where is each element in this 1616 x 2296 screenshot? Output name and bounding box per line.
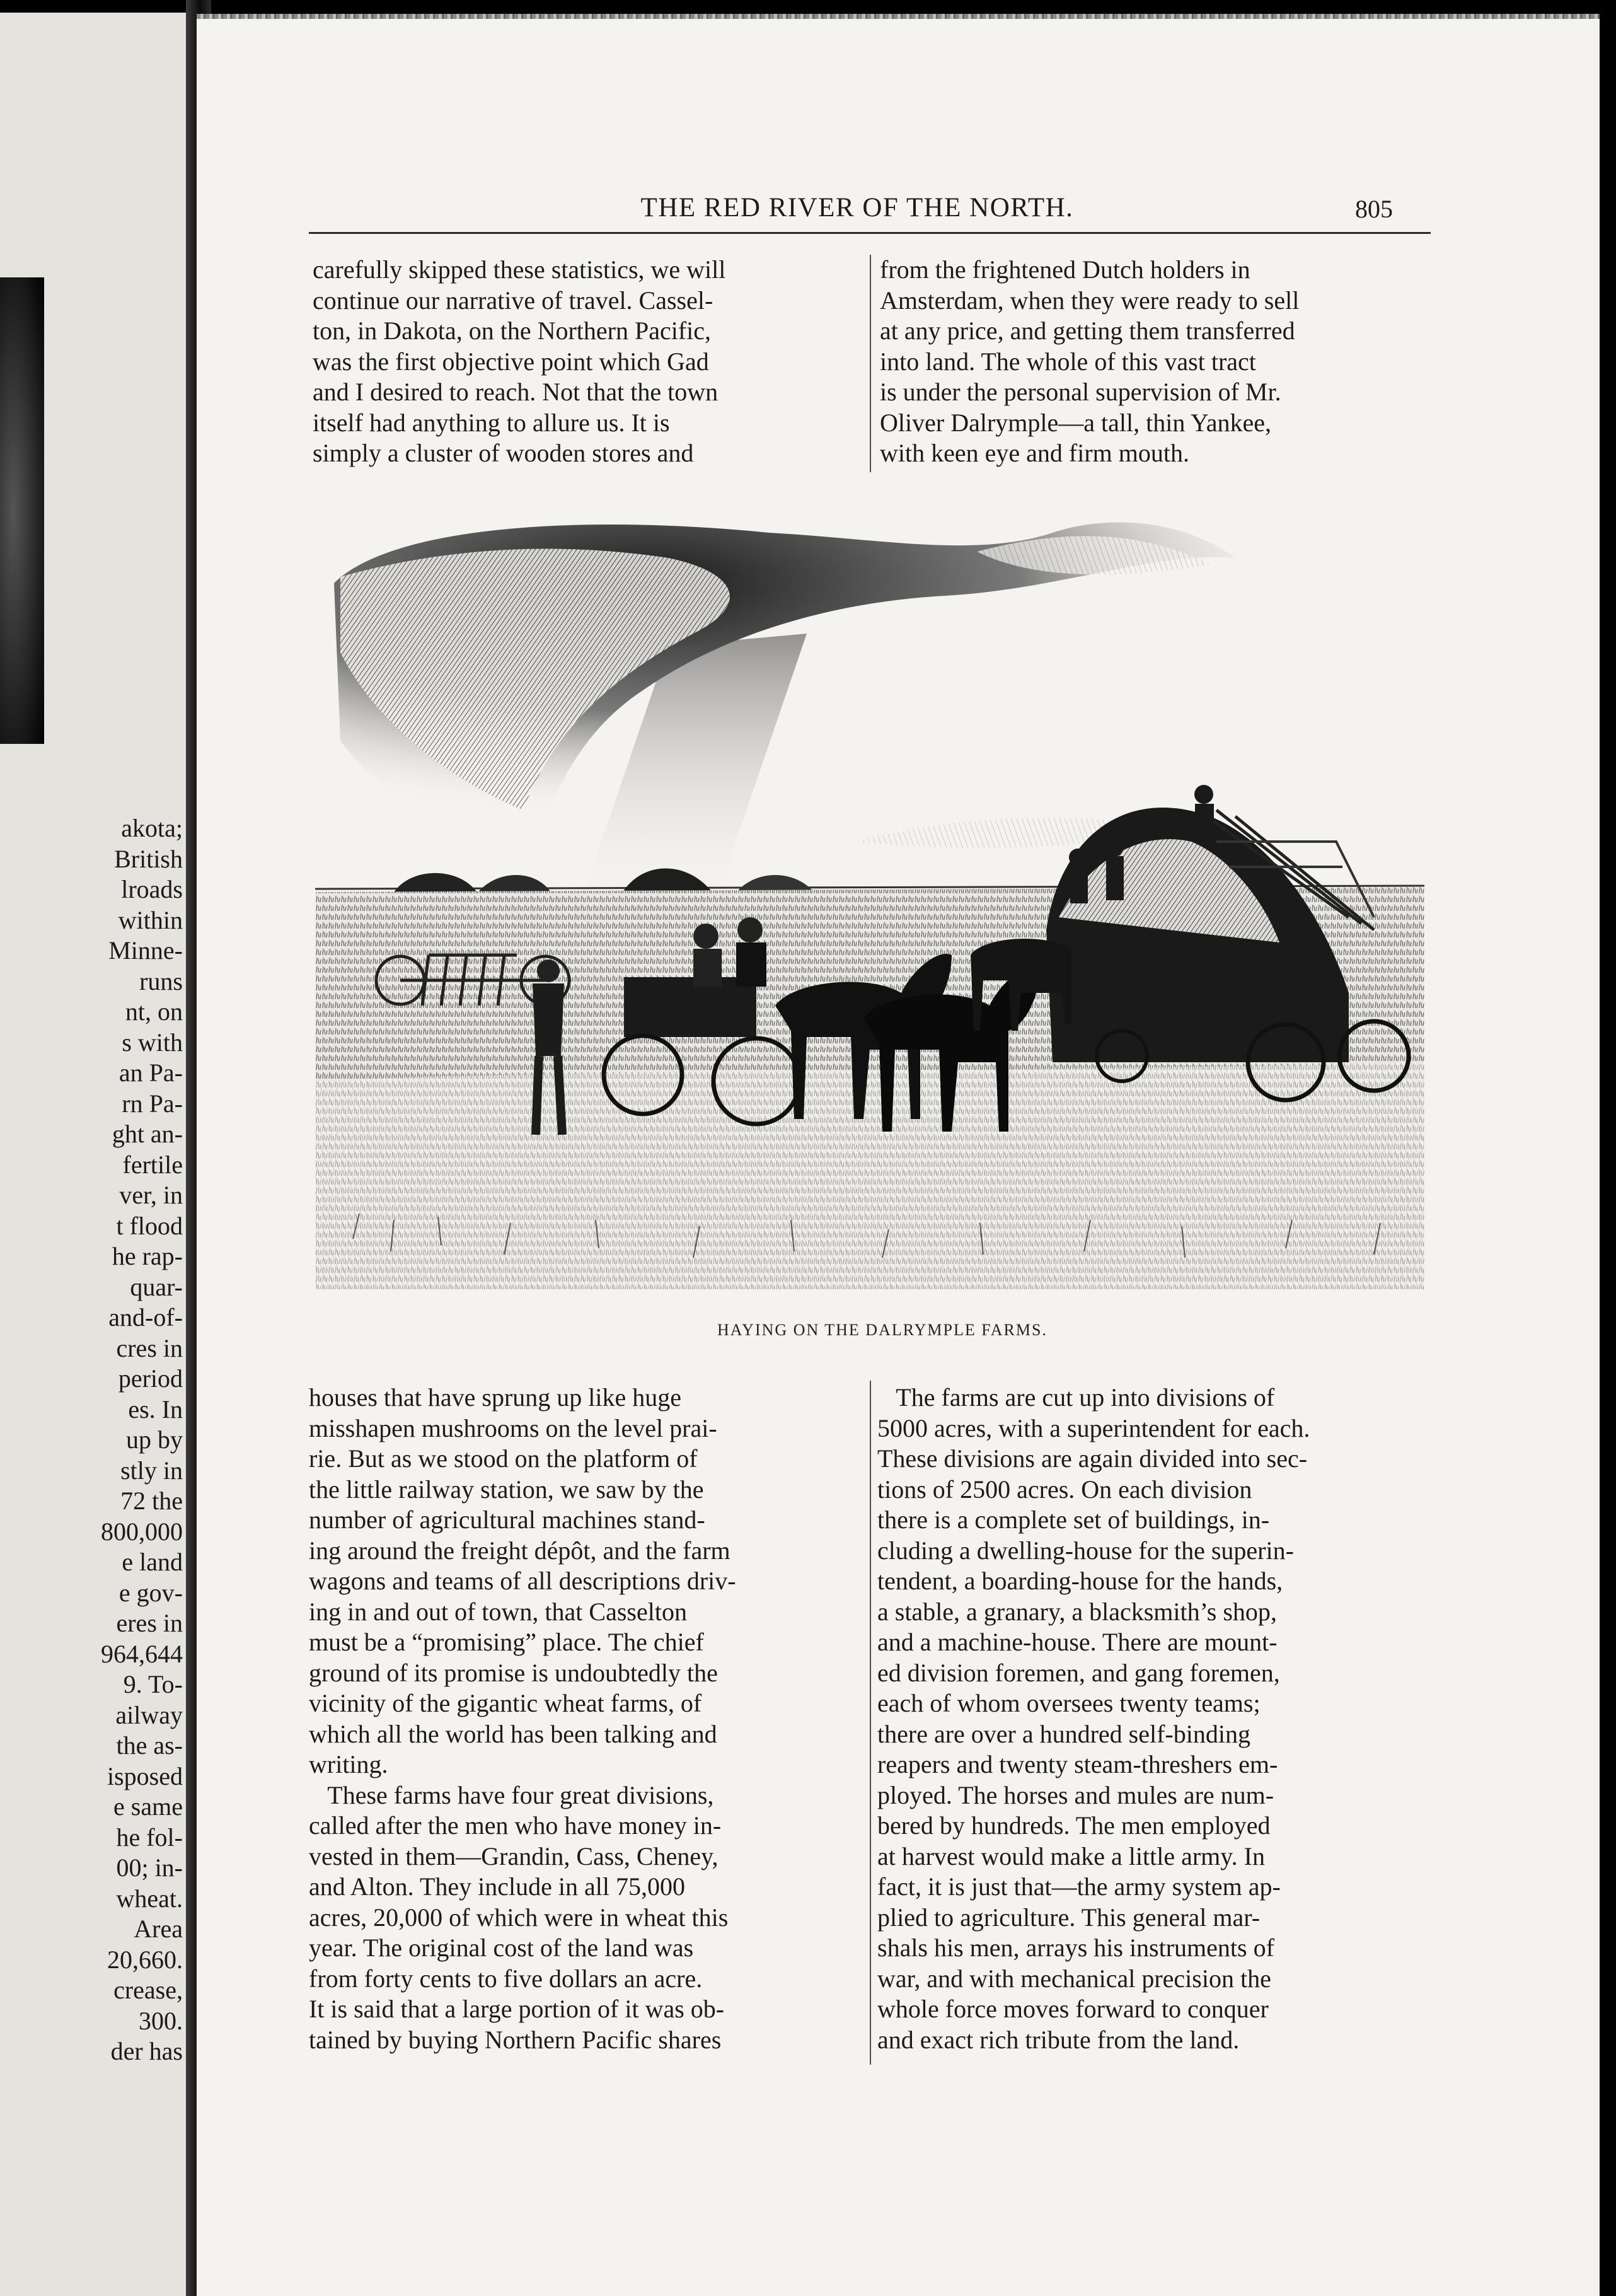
text-line: is under the personal supervision of Mr. [880,378,1281,406]
previous-page-text-line: and-of- [108,1303,183,1331]
text-line: called after the men who have money in- [309,1811,722,1840]
text-line: year. The original cost of the land was [309,1934,694,1962]
text-line: at harvest would make a little army. In [877,1841,1265,1870]
previous-page-text-line: eres in [116,1609,183,1637]
previous-page-illustration-fragment [0,277,44,744]
bottom-right-column [877,1383,1426,2055]
text-line: which all the world has been talking and [309,1719,717,1748]
text-line: cluding a dwelling-house for the superin- [877,1536,1294,1565]
previous-page-text-line: lroads [121,875,183,903]
text-line: simply a cluster of wooden stores and [313,439,694,467]
text-line: must be a “promising” place. The chief [309,1628,704,1656]
text-line: writing. [309,1750,388,1778]
text-line: The farms are cut up into divisions of [877,1383,1275,1412]
text-line: from forty cents to five dollars an acre. [309,1964,703,1993]
text-line: vicinity of the gigantic wheat farms, of [309,1689,702,1717]
previous-page-text-line: stly in [120,1456,183,1485]
text-line: wagons and teams of all descriptions driv- [309,1567,736,1595]
previous-page-text-line: es. In [128,1394,183,1423]
bottom-left-column [309,1383,857,2055]
previous-page-text-line: der has [110,2037,183,2065]
top-left-column [313,255,861,469]
previous-page-text-line: rn Pa- [122,1089,183,1118]
previous-page-text-line: 800,000 [101,1517,183,1546]
text-line: misshapen mushrooms on the level prai- [309,1413,717,1442]
text-line: tions of 2500 acres. On each division [877,1475,1252,1504]
previous-page-text-line: crease, [113,1976,183,2004]
text-line: It is said that a large portion of it was ob- [309,1995,725,2023]
text-line: ed division foremen, and gang foremen, [877,1658,1280,1687]
text-line: reapers and twenty steam-threshers em- [877,1750,1278,1778]
text-line: These divisions are again divided into sec- [877,1444,1308,1473]
previous-page-text-line: fertile [122,1150,183,1179]
text-line: from the frightened Dutch holders in [880,255,1250,284]
previous-page-text-line: e gov- [118,1578,183,1607]
text-line: Oliver Dalrymple—a tall, thin Yankee, [880,408,1271,437]
previous-page-text-line: 20,660. [107,1945,183,1974]
previous-page-text-line: Area [134,1915,183,1943]
running-head: THE RED RIVER OF THE NORTH. [640,193,1074,223]
previous-page-text-line: isposed [107,1761,183,1790]
previous-page-text-line: Minne- [108,936,183,965]
previous-page-text-line: 964,644 [101,1639,183,1668]
text-line: ing in and out of town, that Casselton [309,1597,687,1626]
text-line: war, and with mechanical precision the [877,1964,1271,1993]
text-line: Amsterdam, when they were ready to sell [880,286,1300,315]
text-line: ton, in Dakota, on the Northern Pacific, [313,316,712,345]
text-line: acres, 20,000 of which were in wheat this [309,1903,729,1932]
text-line: ing around the freight dépôt, and the farm [309,1536,730,1565]
text-line: into land. The whole of this vast tract [880,347,1256,376]
text-line: ground of its promise is undoubtedly the [309,1658,718,1687]
text-line: was the first objective point which Gad [313,347,709,376]
text-line: fact, it is just that—the army system ap- [877,1872,1281,1901]
text-line: and I desired to reach. Not that the town [313,378,719,406]
text-line: and Alton. They include in all 75,000 [309,1872,685,1901]
previous-page-text-line: up by [126,1425,183,1454]
text-line: vested in them—Grandin, Cass, Cheney, [309,1841,719,1870]
top-right-column [880,255,1428,469]
text-line: tendent, a boarding-house for the hands, [877,1567,1283,1595]
text-line: each of whom oversees twenty teams; [877,1689,1261,1717]
previous-page-text-line: cres in [116,1333,183,1362]
haying-engraving [315,514,1424,1289]
text-line: a stable, a granary, a blacksmith’s shop, [877,1597,1277,1626]
previous-page-text-line: 72 the [120,1487,183,1515]
column-divider [870,255,871,472]
text-line: tained by buying Northern Pacific shares [309,2025,722,2054]
text-line: with keen eye and firm mouth. [880,439,1189,467]
page-number: 805 [1355,195,1393,223]
previous-page-text-line: akota; [121,814,183,842]
previous-page-text-line: runs [139,966,183,995]
text-line: number of agricultural machines stand- [309,1505,705,1534]
text-line: rie. But as we stood on the platform of [309,1444,698,1473]
previous-page-text-line: within [118,905,183,934]
previous-page-text-fragments [0,813,183,2067]
text-line: shals his men, arrays his instruments of [877,1934,1274,1962]
previous-page-text-line: an Pa- [118,1058,183,1087]
text-line: houses that have sprung up like huge [309,1383,681,1412]
previous-page-text-line: e land [122,1548,183,1576]
header-rule [309,232,1431,234]
text-line: bered by hundreds. The men employed [877,1811,1271,1840]
previous-page-text-line: quar- [130,1272,183,1301]
previous-page-text-line: he fol- [116,1823,183,1852]
text-line: itself had anything to allure us. It is [313,408,670,437]
column-divider [870,1381,871,2065]
text-line: the little railway station, we saw by the [309,1475,704,1504]
previous-page-text-line: s with [122,1028,183,1057]
illustration-caption: HAYING ON THE DALRYMPLE FARMS. [717,1321,1048,1339]
text-line: and exact rich tribute from the land. [877,2025,1240,2054]
previous-page-text-line: nt, on [125,997,183,1026]
previous-page-text-line: ver, in [119,1181,183,1209]
previous-page-text-line: he rap- [112,1242,183,1270]
text-line: there is a complete set of buildings, in- [877,1505,1270,1534]
text-line: and a machine-house. There are mount- [877,1628,1278,1656]
text-line: at any price, and getting them transferred [880,316,1295,345]
previous-page-text-line: 00; in- [116,1853,183,1882]
previous-page-text-line: ght an- [112,1120,183,1148]
text-line: continue our narrative of travel. Cassel- [313,286,713,315]
text-line: plied to agriculture. This general mar- [877,1903,1261,1932]
previous-page-edge [0,13,189,2296]
text-line: there are over a hundred self-binding [877,1719,1250,1748]
text-line: 5000 acres, with a superintendent for each. [877,1413,1310,1442]
previous-page-text-line: t flood [116,1211,183,1240]
text-line: These farms have four great divisions, [309,1780,714,1809]
previous-page-text-line: 9. To- [123,1670,183,1698]
previous-page-text-line: British [114,844,183,873]
previous-page-text-line: wheat. [116,1884,183,1913]
text-line: ployed. The horses and mules are num- [877,1780,1274,1809]
text-line: carefully skipped these statistics, we will [313,255,726,284]
previous-page-text-line: ailway [115,1700,183,1729]
previous-page-text-line: the as- [116,1731,183,1760]
previous-page-text-line: 300. [139,2006,183,2035]
previous-page-text-line: e same [113,1792,183,1821]
text-line: whole force moves forward to conquer [877,1995,1269,2023]
previous-page-text-line: period [118,1364,183,1393]
